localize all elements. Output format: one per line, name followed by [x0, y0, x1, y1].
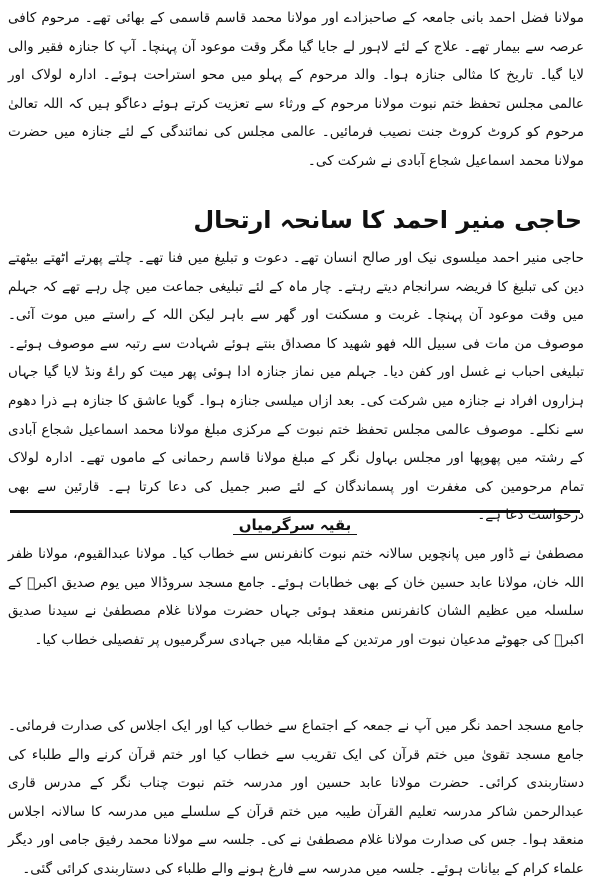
obituary-paragraph-1: مولانا فضل احمد بانی جامعہ کے صاحبزادے اور مولانا محمد قاسم قاسمی کے بھائی تھے۔ مرحوم کافی عرصہ سے بیمار تھے۔ علاج کے لئے لاہور لے جایا گیا مگر وقت موعود آن پہنچا۔ آپ کا جنازہ فقیر والی لایا گیا۔ تاریخ کا مثالی جنازہ ہوا۔ والد مرحوم کے پہلو میں محو استراحت ہوئے۔ ادارہ لولاک اور عالمی مجلس تحفظ ختم نبوت مولانا مرحوم کے ورثاء سے تعزیت کرتے ہوئے دعاگو ہیں کہ اللہ تعالیٰ مرحوم کو کروٹ کروٹ جنت نصیب فرمائیں۔ عالمی مجلس کی نمائندگی کے لئے جنازہ میں حضرت مولانا محمد اسماعیل شجاع آبادی نے شرکت کی۔ [8, 10, 584, 169]
continuation-heading-text: بقیہ سرگرمیاں [233, 516, 358, 535]
activities-paragraph-2: جامع مسجد احمد نگر میں آپ نے جمعہ کے اجتماع سے خطاب کیا اور ایک اجلاس کی صدارت فرمائی۔ جامع مسجد تقویٰ میں ختم قرآن کی ایک تقریب سے خطاب کیا اور ختم قرآن کرنے والے طلباء کی دستاربندی کرائی۔ حضرت مولانا عابد حسین اور مدرسہ ختم نبوت چناب نگر کے مدرس قاری عبدالرحمن شاکر مدرسہ تعلیم القرآن طیبہ میں ختم قرآن کے سلسلے میں مدرسہ کا سالانہ اجلاس منعقد ہوا۔ جس کی صدارت مولانا غلام مصطفیٰ نے کی۔ جلسہ سے مولانا محمد رفیق جامی اور دیگر علماء کرام کے بیانات ہوئے۔ جلسہ میں مدرسہ سے فارغ ہونے والے طلباء کی دستاربندی کرائی گئی۔ [8, 718, 584, 877]
continuation-heading [0, 512, 590, 538]
obituary-paragraph-2: حاجی منیر احمد میلسوی نیک اور صالح انسان تھے۔ دعوت و تبلیغ میں فنا تھے۔ چلتے پھرتے اٹھتے بیٹھتے دین کی تبلیغ کا فریضہ سرانجام دیتے رہتے۔ چار ماہ کے لئے تبلیغی جماعت میں چل رہے تھے کہ جہلم میں وقت موعود آن پہنچا۔ غربت و مسکنت اور گھر سے باہر لیکن اللہ کے راستے میں موت آئی۔ موصوف من مات فی سبیل اللہ فھو شھید کا مصداق بنتے ہوئے شہادت سے رتبہ سے موصوف ہوئے۔ تبلیغی احباب نے غسل اور کفن دیا۔ جہلم میں نماز جنازہ ادا ہوئی پھر میت کو راۓ ونڈ لایا گیا جہاں ہزاروں افراد نے جنازہ میں شرکت کی۔ بعد ازاں میلسی جنازہ ہوا۔ گویا عاشق کا جنازہ ہے ذرا دھوم سے نکلے۔ موصوف عالمی مجلس تحفظ ختم نبوت کے مرکزی مبلغ مولانا محمد اسماعیل شجاع آبادی کے رشتہ میں پھوپھا اور مجلس بہاول نگر کے مبلغ مولانا قاسم رحمانی کے ماموں تھے۔ ادارہ لولاک تمام مرحومین کی مغفرت اور پسماندگان کے لئے صبر جمیل کی دعا کرتا ہے۔ قارئین سے بھی درخواست دعا ہے۔ [8, 250, 584, 524]
activities-paragraph-1: مصطفیٰ نے ڈاور میں پانچویں سالانہ ختم نبوت کانفرنس سے خطاب کیا۔ مولانا عبدالقیوم، مولانا ظفر اللہ خان، مولانا عابد حسین خان کے بھی خطابات ہوئے۔ جامع مسجد سروڈالا میں یوم صدیق اکبرؓ کے سلسلہ میں عظیم الشان کانفرنس منعقد ہوئی جہاں حضرت مولانا غلام مصطفیٰ نے سیدنا صدیق اکبرؓ کی جھوٹے مدعیان نبوت اور مرتدین کے مقابلہ میں جہادی سرگرمیوں پر تفصیلی خطاب کیا۔ [8, 546, 584, 648]
section-heading-haji-munir: حاجی منیر احمد کا سانحہ ارتحال [193, 206, 582, 234]
